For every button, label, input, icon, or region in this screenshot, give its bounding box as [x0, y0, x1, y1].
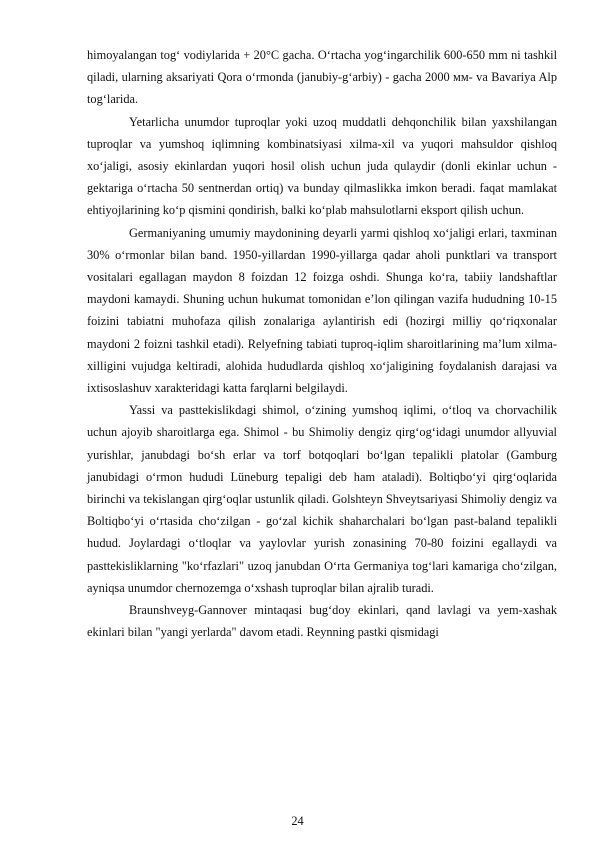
page-number: 24	[291, 814, 304, 828]
body-text	[87, 44, 557, 643]
paragraph-2: Yetarlicha unumdor tuproqlar yoki uzoq muddatli dehqonchilik bilan yaxshilangan tuproqlar va yumshoq iqlimning kombinatsiyasi xilma-xil va yuqori mahsuldor qishloq xo‘jaligi, asosiy ekinlardan yuqori hosil olish uchun juda qulaydir (donli ekinlar uchun - gektariga o‘rtacha 50 sentnerdan ortiq) va bunday qilmaslikka imkon beradi. faqat mamlakat ehtiyojlarining ko‘p qismini qondirish, balki ko‘plab mahsulotlarni eksport qilish uchun.	[87, 114, 557, 218]
paragraph-3: Germaniyaning umumiy maydonining deyarli yarmi qishloq xo‘jaligi erlari, taxminan 30% o‘rmonlar bilan band. 1950-yillardan 1990-yillarga qadar aholi punktlari va transport vositalari egallagan maydon 8 foizdan 12 foizga oshdi. Shunga ko‘ra, tabiiy landshaftlar maydoni kamaydi. Shuning uchun hukumat tomonidan e’lon qilingan vazifa hududning 10-15 foizini tabiatni muhofaza qilish zonalariga aylantirish edi (hozirgi milliy qo‘riqxonalar maydoni 2 foizni tashkil etadi). Relyefning tabiati tuproq-iqlim sharoitlarining ma’lum xilma-xilligini vujudga keltiradi, alohida hududlarda qishloq xo‘jaligining foydalanish darajasi va ixtisoslashuv xarakteridagi katta farqlarni belgilaydi.	[87, 225, 557, 396]
paragraph-4: Yassi va pasttekislikdagi shimol, o‘zining yumshoq iqlimi, o‘tloq va chorvachilik uchun ajoyib sharoitlarga ega. Shimol - bu Shimoliy dengiz qirg‘og‘idagi unumdor allyuvial yurishlar, janubdagi bo‘sh erlar va torf botqoqlari bo‘lgan tepalikli platolar (Gamburg janubidagi o‘rmon hududi Lüneburg tepaligi deb ham ataladi). Boltiqbo‘yi qirg‘oqlarida birinchi va tekislangan qirg‘oqlar ustunlik qiladi. Golshteyn Shveytsariyasi Shimoliy dengiz va Boltiqbo‘yi o‘rtasida cho‘zilgan - go‘zal kichik shaharchalari bo‘lgan past-baland tepalikli hudud. Joylardagi o‘tloqlar va yaylovlar yurish zonasining 70-80 foizini egallaydi va pasttekisliklarning "ko‘rfazlari" uzoq janubdan O‘rta Germaniya tog‘lari kamariga cho‘zilgan, ayniqsa unumdor chernozemga o‘xshash tuproqlar bilan ajralib turadi.	[87, 403, 557, 595]
paragraph-5: Braunshveyg-Gannover mintaqasi bug‘doy ekinlari, qand lavlagi va yem-xashak ekinlari bilan "yangi yerlarda" davom etadi. Reynning pastki qismidagi	[87, 603, 557, 640]
paragraph-1: himoyalangan tog‘ vodiylarida + 20°C gacha. O‘rtacha yog‘ingarchilik 600-650 mm ni tashkil qiladi, ularning aksariyati Qora o‘rmonda (janubiy-g‘arbiy) - gacha 2000 мм- va Bavariya Alp tog‘larida.	[87, 48, 557, 107]
